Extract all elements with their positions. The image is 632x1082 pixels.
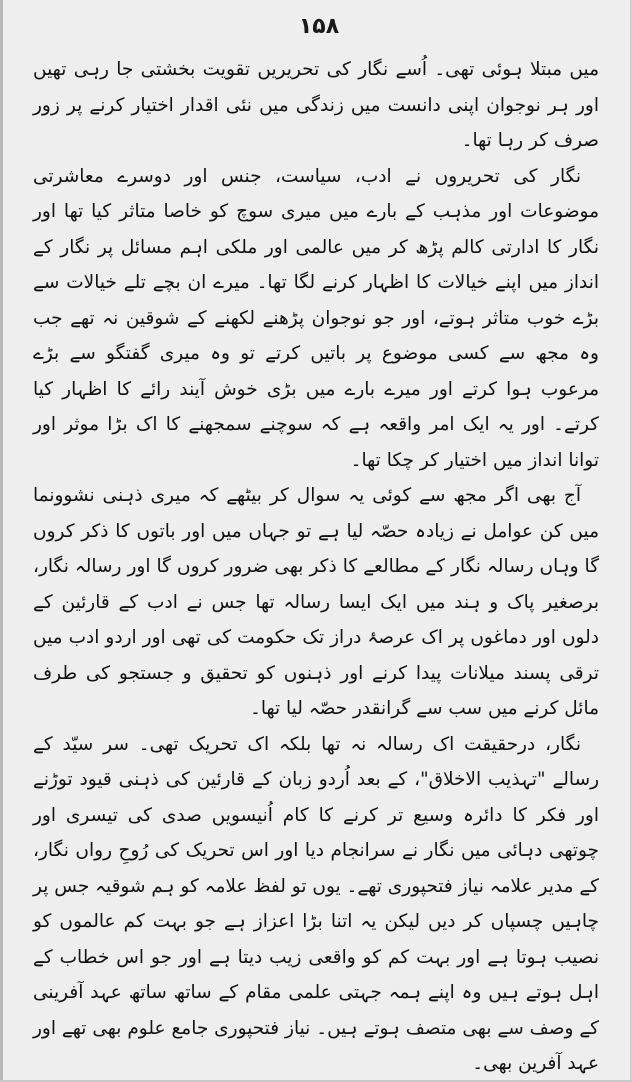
- page-number: ۱۵۸: [298, 14, 340, 39]
- page-body-text: [33, 52, 599, 1082]
- paragraph-2: نگار کی تحریروں نے ادب، سیاست، جنس اور دوسرے معاشرتی موضوعات اور مذہب کے بارے میں میری سوچ کو خاصا متاثر کیا تھا اور نگار کا ادارتی کالم پڑھ کر میں عالمی اور ملکی اہم مسائل پر نگار کے انداز میں اپنے خیالات کا اظہار کرنے لگا تھا۔ میرے ان بچے تلے خیالات سے بڑے خوب متاثر ہوتے، اور جو نوجوان پڑھنے لکھنے کے شوقین نہ تھے جب وہ مجھ سے کسی موضوع پر باتیں کرتے تو وہ میری گفتگو سے بڑے مرعوب ہوا کرتے اور میرے بارے میں بڑی خوش آیند رائے کا اظہار کیا کرتے۔ اور یہ ایک امر واقعہ ہے کہ سوچنے سمجھنے کا اک بڑا موثر اور توانا انداز میں اختیار کر چکا تھا۔: [33, 165, 599, 471]
- paragraph-4: نگار، درحقیقت اک رسالہ نہ تھا بلکہ اک تحریک تھی۔ سر سیّد کے رسالے "تہذیب الاخلاق"، کے بعد اُردو زبان کے قارئین کی ذہنی قیود توڑنے اور فکر کا دائرہ وسیع تر کرنے کا کام اُنیسویں صدی کی تیسری اور چوتھی دہائی میں نگار نے سرانجام دیا اور اس تحریک کی رُوحِ رواں نگار، کے مدیر علامہ نیاز فتحپوری تھے۔ یوں تو لفظ علامہ کو ہم شوقیہ جس پر چاہیں چسپاں کر دیں لیکن یہ اتنا بڑا اعزاز ہے جو بہت کم عالموں کو نصیب ہوتا ہے اور بہت کم کو واقعی زیب دیتا ہے اور جو اس خطاب کے اہل ہوتے ہیں وہ اپنے ہمہ جہتی علمی مقام کے ساتھ ساتھ عہد آفرینی کے وصف سے بھی متصف ہوتے ہیں۔ نیاز فتحپوری جامع علوم بھی تھے اور عہد آفرین بھی۔: [33, 733, 599, 1074]
- paragraph-3: آج بھی اگر مجھ سے کوئی یہ سوال کر بیٹھے کہ میری ذہنی نشوونما میں کن عوامل نے زیادہ حصّہ لیا ہے تو جہاں میں اور باتوں کا ذکر کروں گا وہاں رسالہ نگار کے مطالعے کا ذکر بھی ضرور کروں گا اور رسالہ نگار، برصغیر پاک و ہند میں ایک ایسا رسالہ تھا جس نے ادب کے قارئین کے دلوں اور دماغوں پر اک عرصۂ دراز تک حکومت کی تھی اور اردو ادب میں ترقی پسند میلانات پیدا کرنے اور ذہنوں کو تحقیق و جستجو کی طرف مائل کرنے میں سب سے گرانقدر حصّہ لیا تھا۔: [33, 485, 599, 719]
- paragraph-1: میں مبتلا ہوئی تھی۔ اُسے نگار کی تحریریں تقویت بخشتی جا رہی تھیں اور ہر نوجوان اپنی دانست میں زندگی میں نئی اقدار اختیار کرنے پر زور صرف کر رہا تھا۔: [33, 59, 599, 151]
